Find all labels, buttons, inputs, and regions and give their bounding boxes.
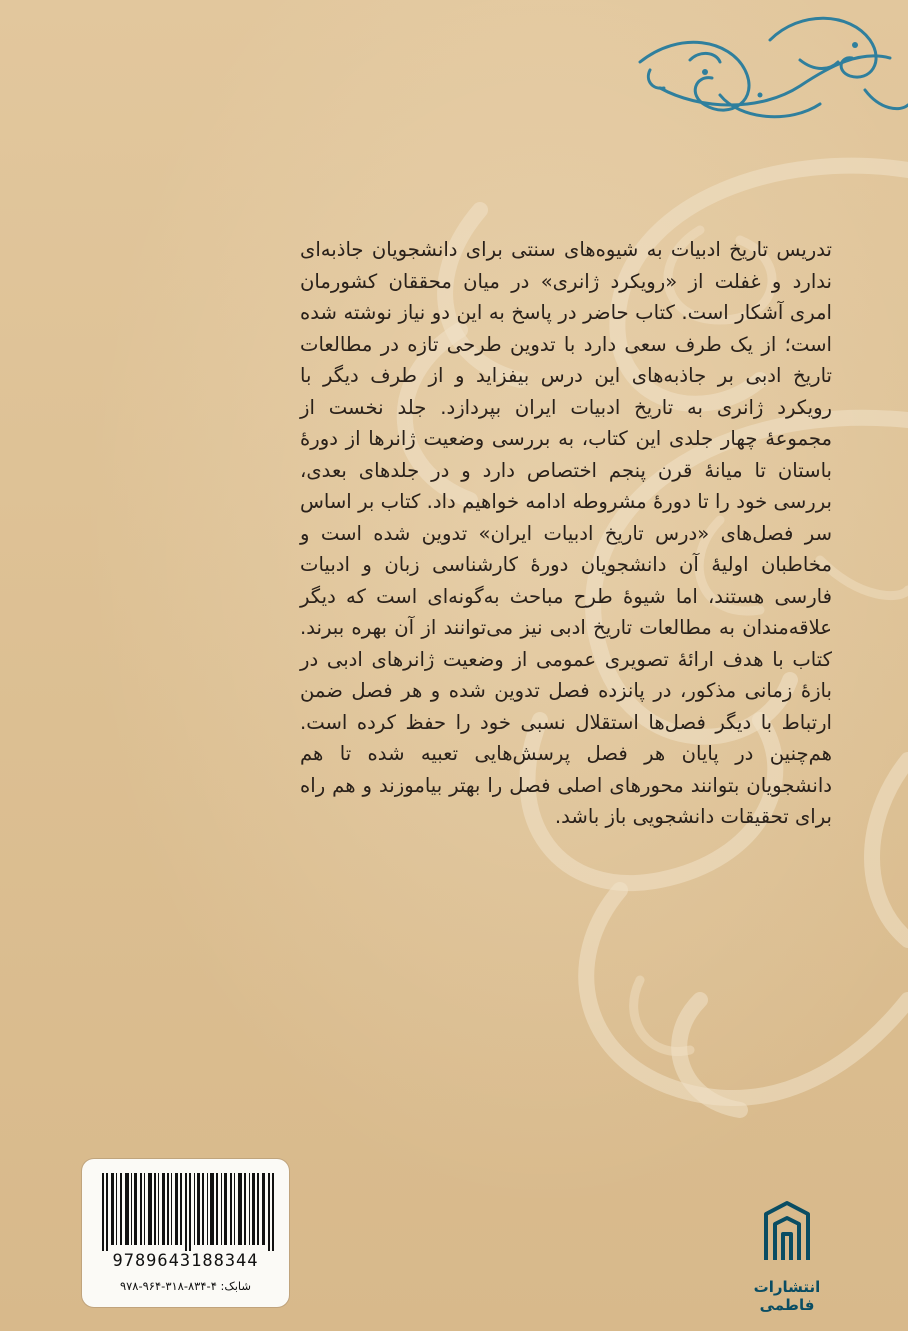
barcode-label [82, 1159, 289, 1307]
fatemi-publisher-logo-icon [762, 1200, 812, 1262]
barcode-number: 9789643188344 [112, 1251, 259, 1271]
isbn-text: شابک: ۴-۸۳۴-۳۱۸-۹۶۴-۹۷۸ [119, 1279, 252, 1293]
barcode-icon [100, 1173, 276, 1251]
publisher-name: انتشارات فاطمی [753, 1278, 821, 1314]
publisher-logo [742, 1198, 832, 1314]
back-cover-description: تدریس تاریخ ادبیات به شیوه‌های سنتی برای دانشجویان جاذبه‌ای ندارد و غفلت از «رویکرد ژانری» در میان محققان کشورمان امری آشکار است. کتاب حاضر در پاسخ به این دو نیاز نوشته شده است؛ از یک طرف سعی دارد با تدوین طرحی تازه در مطالعات تاریخ ادبی بر جاذبه‌های این درس بیفزاید و از طرف دیگر با رویکرد ژانری به تاریخ ادبیات ایران بپردازد. جلد نخست از مجموعهٔ چهار جلدی این کتاب، به بررسی وضعیت ژانرها از دورهٔ باستان تا میانهٔ قرن پنجم اختصاص دارد و در جلدهای بعدی، بررسی خود را تا دورهٔ مشروطه ادامه خواهیم داد. کتاب بر اساس سر فصل‌های «درس تاریخ ادبیات ایران» تدوین شده است و مخاطبان اولیهٔ آن دانشجویان دورهٔ کارشناسی زبان و ادبیات فارسی هستند، اما شیوهٔ طرح مباحث به‌گونه‌ای است که دیگر علاقه‌مندان به مطالعات تاریخ ادبی نیز می‌توانند از آن بهره ببرند. کتاب با هدف ارائهٔ تصویری عمومی از وضعیت ژانرهای ادبی در بازهٔ زمانی مذکور، در پانزده فصل تدوین شده و هر فصل ضمن ارتباط با دیگر فصل‌ها استقلال نسبی خود را حفظ کرده است. هم‌چنین در پایان هر فصل پرسش‌هایی تعبیه شده تا هم دانشجویان بتوانند محورهای اصلی فصل را بهتر بیاموزند و هم راه برای تحقیقات دانشجویی باز باشد. [300, 238, 832, 828]
